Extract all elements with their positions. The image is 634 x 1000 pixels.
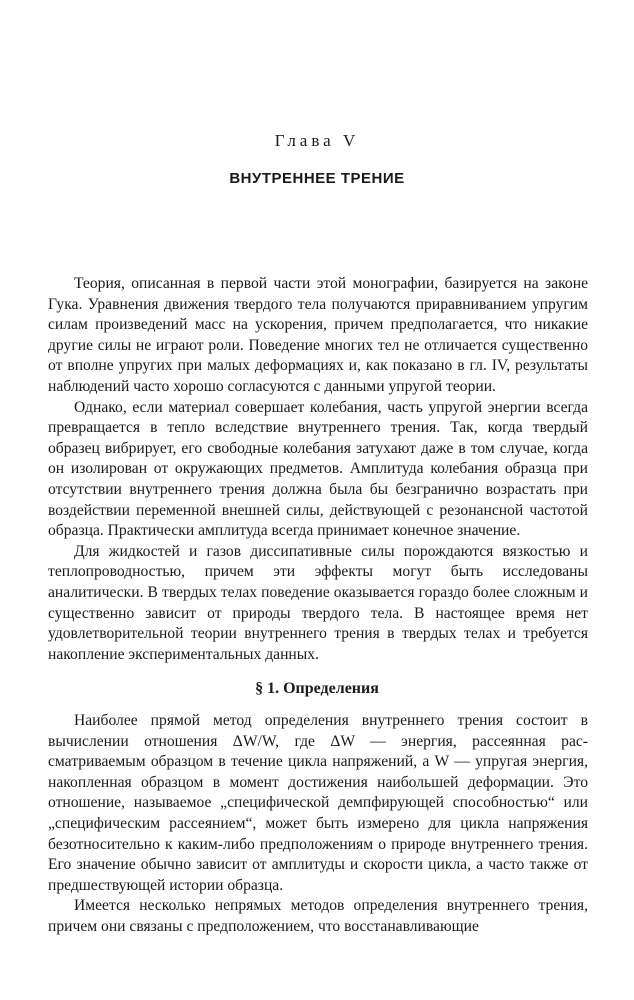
intro-text (48, 274, 588, 665)
section-heading: § 1. Определения (255, 680, 379, 697)
paragraph: Однако, если материал совершает колебания, часть упругой энергии всегда превращается в тепло вследствие внутреннего трения. Так, когда твердый образец вибрирует, его свободные колебания затухают даже в том случае, когда он изолирован от окружающих предметов. Амплитуда колебания образца при отсутствии внутреннего трения должна была бы безгранично возрастать при воздействии переменной внешней силы, действующей с резонансной частотой образца. Практически амплитуда всегда принимает конечное значение. (48, 398, 588, 540)
paragraph: Имеется несколько непрямых методов определения внутреннего трения, причем они связаны с предположением, что восстанавливающие (48, 897, 588, 935)
paragraph: Для жидкостей и газов диссипативные силы порождаются вязкостью и теплопроводностью, причем эти эффекты могут быть исследованы аналитически. В твердых телах поведение оказывается гораздо более сложным и существенно зависит от природы твердого тела. В настоящее время нет удовлетворительной теории внутреннего трения в твердых телах и требуется накопление экспериментальных данных. (48, 542, 588, 663)
chapter-title: ВНУТРЕННЕЕ ТРЕНИЕ (229, 170, 405, 187)
paragraph: Наиболее прямой метод определения внутреннего трения состоит в вычислении отношения ΔW/W, где ΔW — энергия, рассеянная рассматриваемым образцом в течение цикла напряжений, а W — упругая энергия, накопленная образцом в момент достижения наибольшей деформации. Это отношение, называемое „специфической демпфирующей способностью“ или „специфическим рассеянием“, может быть измерено для цикла напряжения безотносительно к каким-либо предположениям о природе внутреннего трения. Его значение обычно зависит от амплитуды и скорости цикла, а часто также от предшествующей истории образца. (48, 712, 588, 894)
chapter-label: Глава V (274, 131, 360, 150)
paragraph: Теория, описанная в первой части этой монографии, базируется на законе Гука. Уравнения движения твердого тела получаются приравниванием упругим силам произведений масс на ускорения, причем предполагается, что никакие другие силы не играют роли. Поведение многих тел не отличается существенно от вполне упругих при малых деформациях и, как показано в гл. IV, результаты наблюдений часто хорошо согласуются с данными упругой теории. (48, 275, 588, 395)
section-text (48, 711, 588, 938)
